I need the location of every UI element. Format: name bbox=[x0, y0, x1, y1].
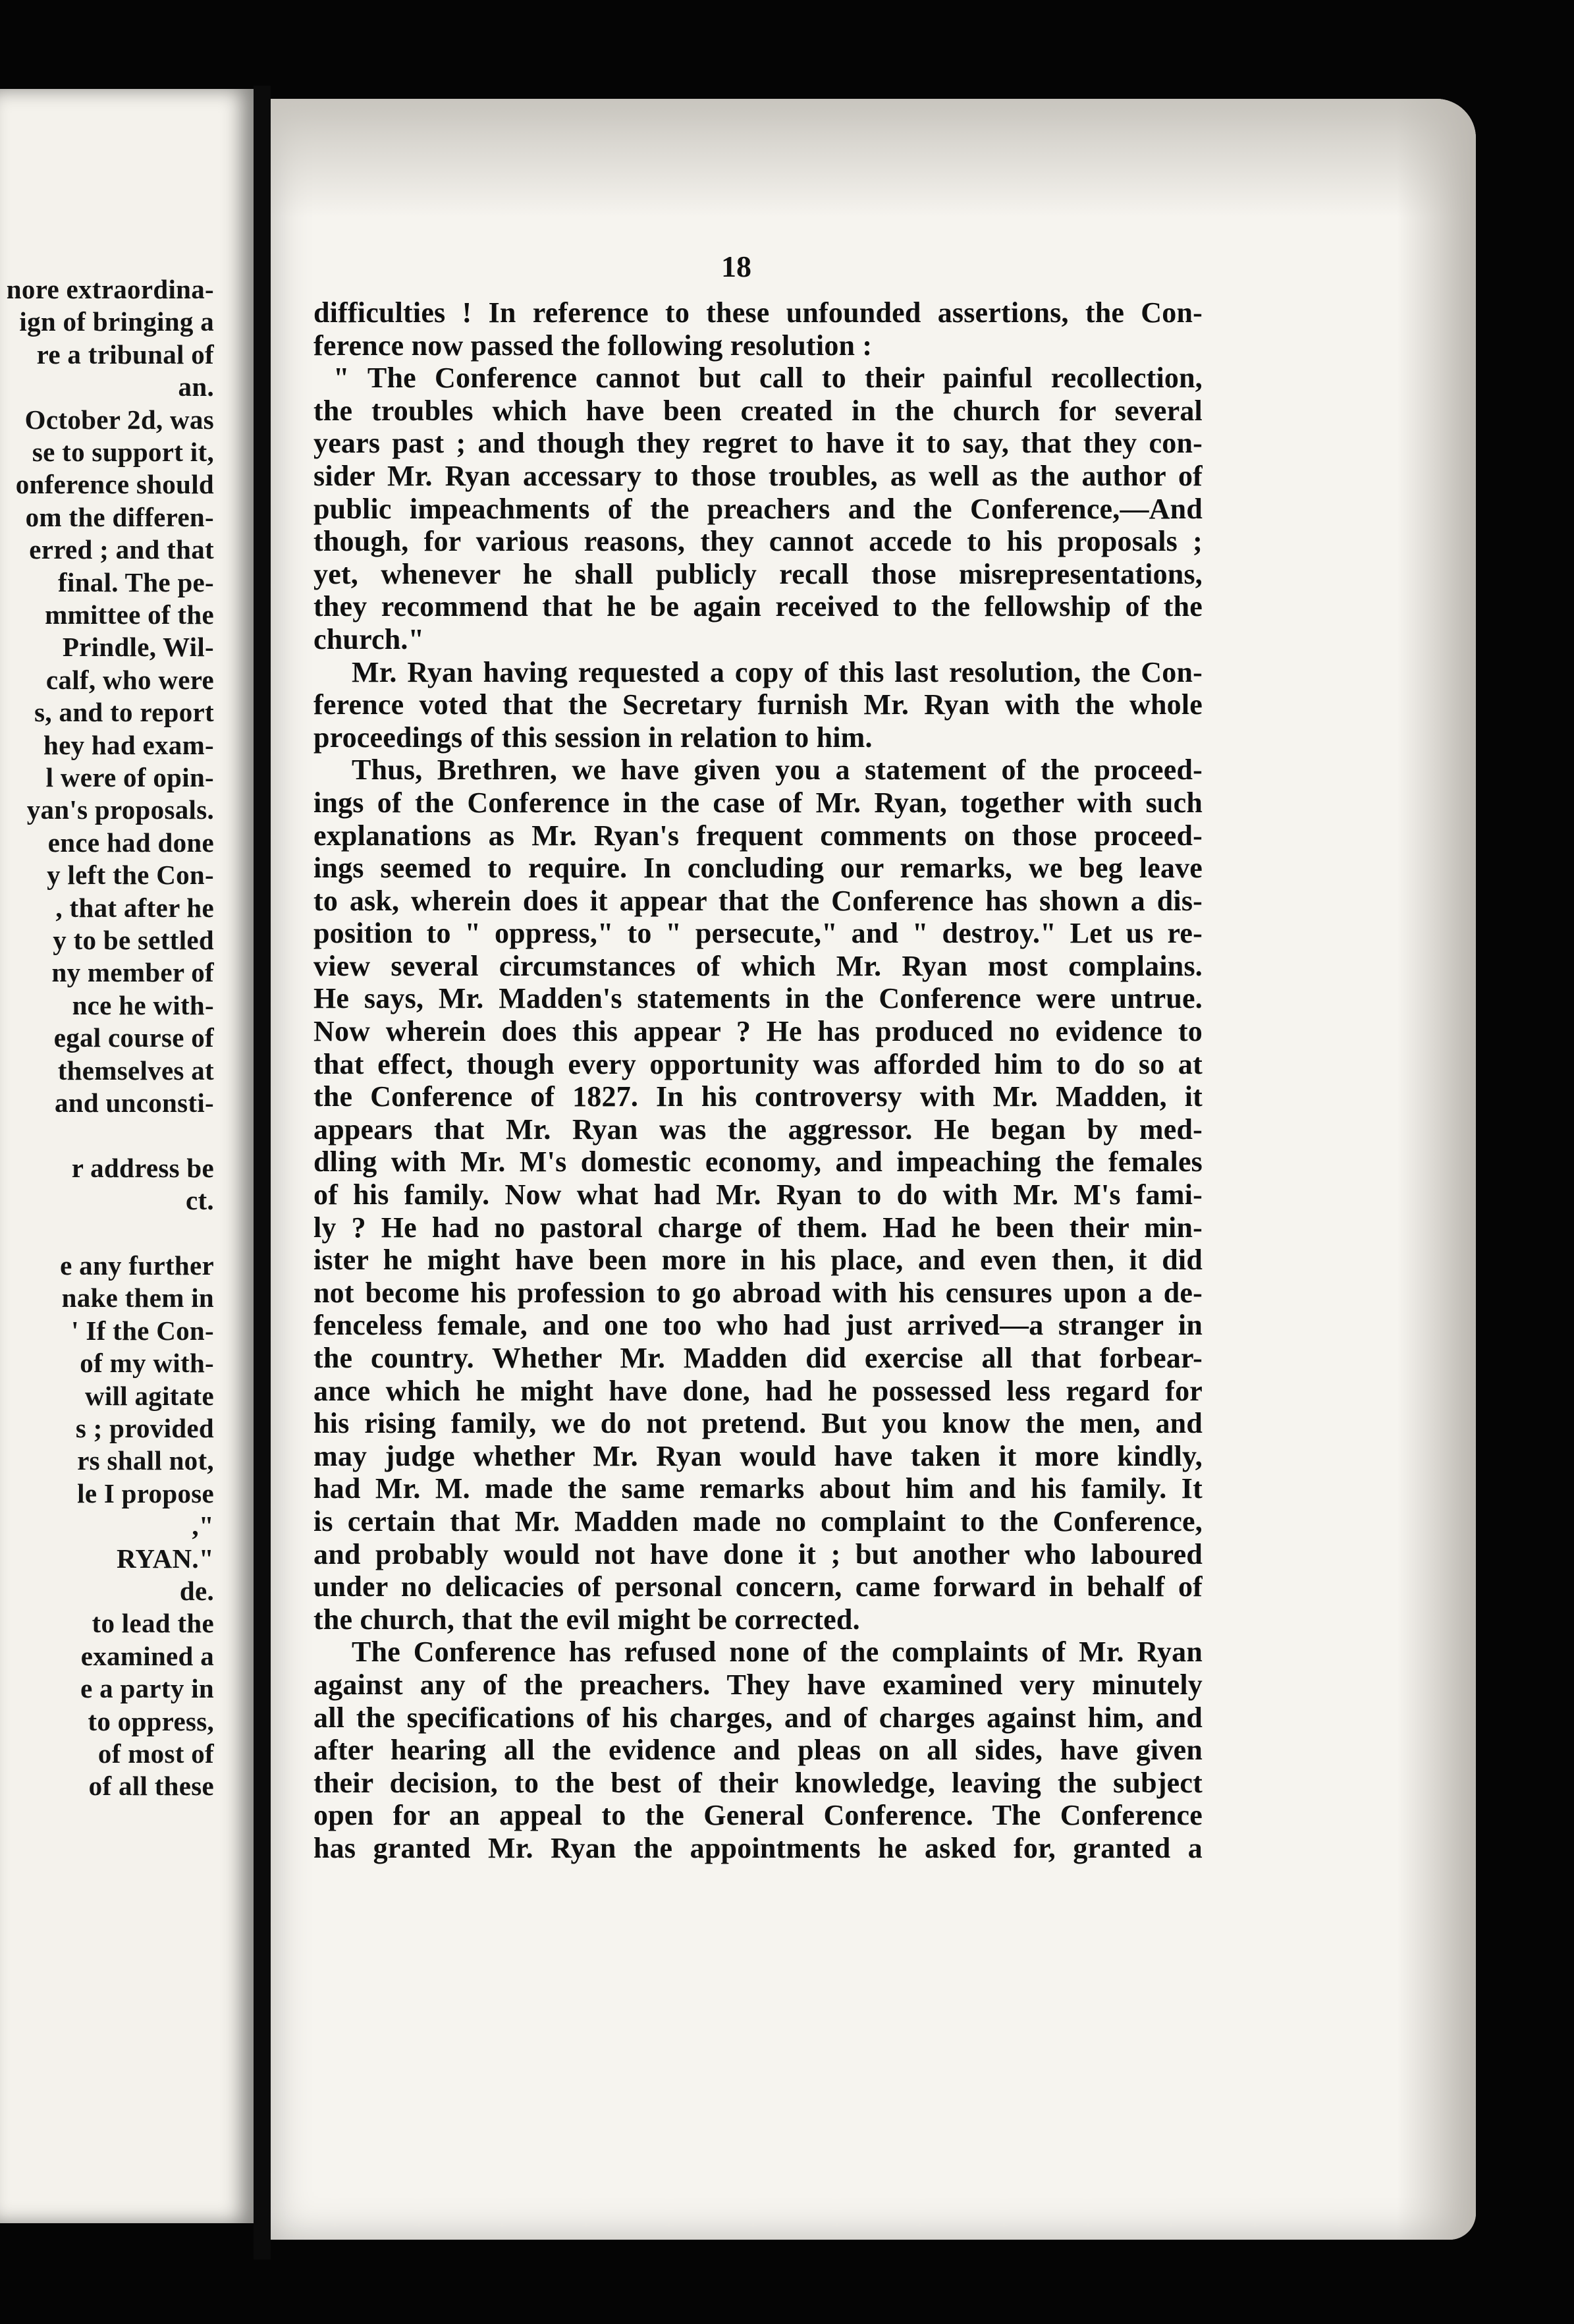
text-line: ance which he might have done, had he possessed less regard for bbox=[313, 1374, 1203, 1407]
facing-page-line: re a tribunal of bbox=[36, 339, 214, 370]
text-line: position to " oppress," to " persecute," and " destroy." Let us re- bbox=[313, 917, 1203, 950]
text-line: dling with Mr. M's domestic economy, and impeaching the females bbox=[313, 1146, 1203, 1178]
text-line: appears that Mr. Ryan was the aggressor. He began by med- bbox=[313, 1113, 1203, 1146]
facing-page-line: hey had exam- bbox=[43, 729, 214, 760]
facing-page-line: rs shall not, bbox=[77, 1445, 214, 1476]
text-line: the Conference of 1827. In his controversy with Mr. Madden, it bbox=[313, 1080, 1203, 1113]
facing-page-line: nore extraordina- bbox=[6, 274, 214, 304]
text-line: that effect, though every opportunity was afforded him to do so at bbox=[313, 1047, 1203, 1080]
facing-page-line: se to support it, bbox=[32, 437, 214, 467]
facing-page-line: final. The pe- bbox=[58, 567, 214, 597]
text-line: after hearing all the evidence and pleas on all sides, have given bbox=[313, 1734, 1203, 1767]
text-line: may judge whether Mr. Ryan would have taken it more kindly, bbox=[313, 1439, 1203, 1472]
facing-page-line: s, and to report bbox=[34, 697, 214, 728]
text-line: ference voted that the Secretary furnish Mr. Ryan with the whole bbox=[313, 688, 1203, 721]
text-line: proceedings of this session in relation to him. bbox=[313, 721, 873, 754]
text-line: is certain that Mr. Madden made no complaint to the Conference, bbox=[313, 1505, 1203, 1537]
facing-page-line: ct. bbox=[185, 1185, 214, 1216]
facing-page-line: r address be bbox=[71, 1152, 214, 1183]
text-line: " The Conference cannot but call to their painful recollection, bbox=[333, 362, 1203, 395]
facing-page-line: Prindle, Wil- bbox=[62, 632, 214, 663]
facing-page-line: om the differen- bbox=[25, 501, 214, 532]
facing-page-line: October 2d, was bbox=[24, 404, 214, 435]
text-line: the troubles which have been created in the church for several bbox=[313, 394, 1203, 427]
facing-page-line: of all these bbox=[88, 1771, 214, 1802]
facing-page-fragment bbox=[0, 89, 254, 2223]
text-line: his rising family, we do not pretend. But you know the men, and bbox=[313, 1407, 1203, 1440]
facing-page-line: calf, who were bbox=[45, 664, 214, 695]
facing-page-line: l were of opin- bbox=[45, 762, 214, 792]
text-line: ly ? He had no pastoral charge of them. Had he been their min- bbox=[313, 1211, 1203, 1244]
text-line: of his family. Now what had Mr. Ryan to do with Mr. M's fami- bbox=[313, 1178, 1203, 1211]
text-line: He says, Mr. Madden's statements in the Conference were untrue. bbox=[313, 982, 1203, 1015]
facing-page-line: nake them in bbox=[61, 1283, 214, 1314]
facing-page-line: to oppress, bbox=[88, 1705, 214, 1736]
facing-page-line: ," bbox=[192, 1510, 214, 1541]
text-line: years past ; and though they regret to have it to say, that they con- bbox=[313, 427, 1203, 460]
text-line: sider Mr. Ryan accessary to those troubles, as well as the author of bbox=[313, 459, 1203, 492]
text-line: all the specifications of his charges, and of charges against him, and bbox=[313, 1701, 1203, 1734]
text-line: the church, that the evil might be corrected. bbox=[313, 1603, 860, 1636]
text-line: The Conference has refused none of the complaints of Mr. Ryan bbox=[352, 1636, 1203, 1669]
facing-page-line: e a party in bbox=[80, 1673, 214, 1704]
facing-page-line: le I propose bbox=[77, 1478, 214, 1508]
text-line: view several circumstances of which Mr. Ryan most complains. bbox=[313, 949, 1203, 982]
text-line: not become his profession to go abroad with his censures upon a de- bbox=[313, 1276, 1203, 1309]
text-line: they recommend that he be again received to the fellowship of the bbox=[313, 590, 1203, 623]
text-line: ings seemed to require. In concluding our remarks, we beg leave bbox=[313, 852, 1203, 885]
facing-page-line: ign of bringing a bbox=[19, 306, 214, 337]
facing-page-line: de. bbox=[179, 1576, 214, 1606]
page-body-text bbox=[313, 296, 1203, 1865]
text-line: ference now passed the following resolution : bbox=[313, 329, 873, 362]
text-line: difficulties ! In reference to these unfounded assertions, the Con- bbox=[313, 296, 1203, 329]
facing-page-line: ny member of bbox=[51, 957, 214, 988]
facing-page-line: to lead the bbox=[92, 1608, 214, 1639]
text-line: Mr. Ryan having requested a copy of this last resolution, the Con- bbox=[352, 655, 1203, 688]
facing-page-line: nce he with- bbox=[72, 989, 214, 1020]
facing-page-line: of most of bbox=[97, 1738, 214, 1769]
facing-page-line: s ; provided bbox=[75, 1413, 214, 1443]
facing-page-line: will agitate bbox=[84, 1380, 214, 1411]
text-line: under no delicacies of personal concern, came forward in behalf of bbox=[313, 1570, 1203, 1603]
facing-page-line: , that after he bbox=[55, 892, 214, 923]
facing-page-line: y to be settled bbox=[53, 925, 214, 955]
text-line: fenceless female, and one too who had just arrived—a stranger in bbox=[313, 1309, 1203, 1342]
text-line: ings of the Conference in the case of Mr. Ryan, together with such bbox=[313, 786, 1203, 819]
text-line: ister he might have been more in his place, and even then, it did bbox=[313, 1244, 1203, 1277]
text-line: explanations as Mr. Ryan's frequent comments on those proceed- bbox=[313, 819, 1203, 852]
text-line: open for an appeal to the General Conference. The Conference bbox=[313, 1799, 1203, 1832]
facing-page-line: examined a bbox=[80, 1640, 214, 1671]
facing-page-line: onference should bbox=[15, 469, 214, 500]
text-line: and probably would not have done it ; but another who laboured bbox=[313, 1537, 1203, 1570]
page-number: 18 bbox=[721, 250, 751, 283]
facing-page-line: an. bbox=[178, 372, 214, 402]
facing-page-line: themselves at bbox=[57, 1055, 214, 1086]
text-line: yet, whenever he shall publicly recall those misrepresentations, bbox=[313, 557, 1203, 590]
facing-page-line: ence had done bbox=[47, 827, 214, 858]
text-line: against any of the preachers. They have examined very minutely bbox=[313, 1668, 1203, 1701]
facing-page-line: egal course of bbox=[53, 1022, 214, 1053]
facing-page-line: e any further bbox=[60, 1250, 214, 1281]
facing-page-line: y left the Con- bbox=[47, 860, 214, 891]
facing-page-line: erred ; and that bbox=[29, 534, 214, 565]
facing-page-line: mmittee of the bbox=[45, 599, 214, 630]
facing-page-line: of my with- bbox=[80, 1348, 214, 1379]
text-line: Thus, Brethren, we have given you a statement of the proceed- bbox=[352, 754, 1203, 787]
text-line: church." bbox=[313, 622, 425, 655]
facing-page-line: yan's proposals. bbox=[26, 794, 214, 825]
book-gutter bbox=[254, 86, 271, 2259]
text-line: though, for various reasons, they cannot accede to his proposals ; bbox=[313, 525, 1203, 558]
text-line: Now wherein does this appear ? He has produced no evidence to bbox=[313, 1015, 1203, 1048]
text-line: has granted Mr. Ryan the appointments he asked for, granted a bbox=[313, 1831, 1203, 1864]
text-line: their decision, to the best of their knowledge, leaving the subject bbox=[313, 1766, 1203, 1799]
facing-page-line: RYAN." bbox=[116, 1543, 214, 1574]
facing-page-line: ' If the Con- bbox=[71, 1315, 214, 1346]
text-line: had Mr. M. made the same remarks about him and his family. It bbox=[313, 1472, 1203, 1505]
text-line: the country. Whether Mr. Madden did exercise all that forbear- bbox=[313, 1342, 1203, 1374]
text-line: to ask, wherein does it appear that the Conference has shown a dis- bbox=[313, 884, 1203, 917]
facing-page-line: and unconsti- bbox=[54, 1088, 214, 1118]
text-line: public impeachments of the preachers and the Conference,—And bbox=[313, 492, 1203, 525]
